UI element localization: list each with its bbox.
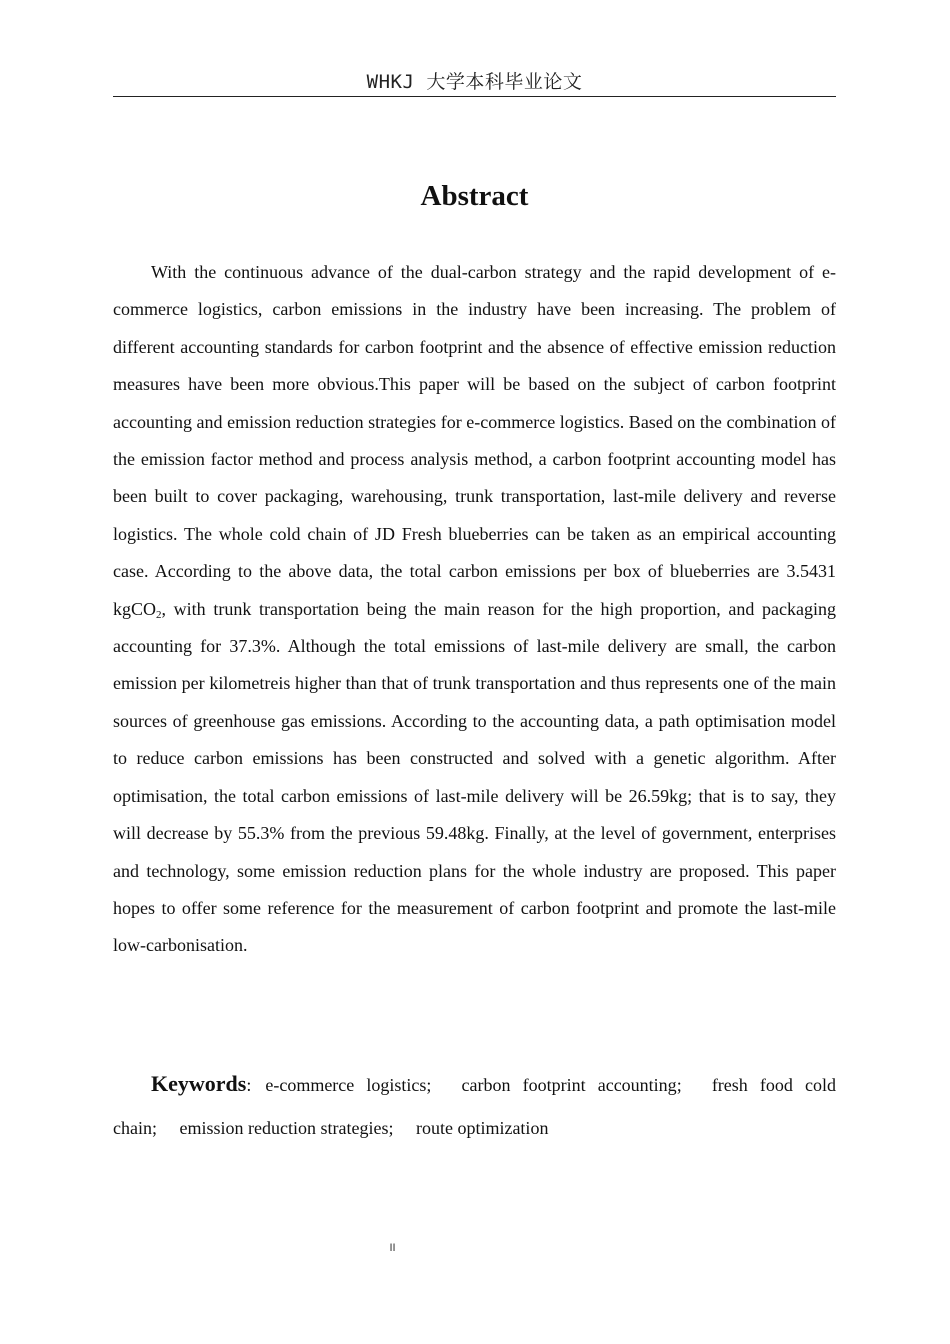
keywords-colon: :: [246, 1075, 252, 1095]
abstract-body: [113, 254, 836, 965]
keywords-label: Keywords: [151, 1071, 247, 1096]
keyword-separator: ;: [426, 1075, 432, 1095]
abstract-text-part2: , with trunk transportation being the main reason for the high proportion, and packaging accounting for 37.3%. Although the total emissions of last-mile delivery are small, the carbon emission per kilometreis higher than that of trunk transportation and thus represents one of the main sources of greenhouse gas emissions. According to the accounting data, a path optimisation model to reduce carbon emissions has been constructed and solved with a genetic algorithm. After optimisation, the total carbon emissions of last-mile delivery will be 26.59kg; that is to say, they will decrease by 55.3% from the previous 59.48kg. Finally, at the level of government, enterprises and technology, some emission reduction plans for the whole industry are proposed. This paper hopes to offer some reference for the measurement of carbon footprint and promote the last-mile low-carbonisation.: [113, 598, 836, 956]
keyword-separator: ;: [388, 1118, 394, 1138]
co2-subscript: 2: [156, 608, 162, 621]
abstract-title: Abstract: [420, 180, 529, 212]
keyword-item: e-commerce logistics: [265, 1075, 427, 1095]
keyword-item: fresh food cold chain: [113, 1075, 836, 1138]
abstract-text-part1: With the continuous advance of the dual-carbon strategy and the rapid development of e-commerce logistics, carbon emissions in the industry have been increasing. The problem of different accounting standards for carbon footprint and the absence of effective emission reduction measures have been more obvious.This paper will be based on the subject of carbon footprint accounting and emission reduction strategies for e-commerce logistics. Based on the combination of the emission factor method and process analysis method, a carbon footprint accounting model has been built to cover packaging, warehousing, trunk transportation, last-mile delivery and reverse logistics. The whole cold chain of JD Fresh blueberries can be taken as an empirical accounting case. According to the above data, the total carbon emissions per box of blueberries are 3.5431 kgCO: [113, 262, 836, 619]
header-title: WHKJ 大学本科毕业论文: [366, 71, 583, 93]
keyword-item: emission reduction strategies: [179, 1118, 389, 1138]
keyword-item: route optimization: [415, 1118, 549, 1138]
keyword-separator: ;: [151, 1118, 157, 1138]
page-header: [113, 68, 836, 97]
page-number: II: [389, 1242, 396, 1254]
keyword-item: carbon footprint accounting: [461, 1075, 677, 1095]
keyword-separator: ;: [676, 1075, 682, 1095]
keywords-section: [113, 1062, 836, 1150]
